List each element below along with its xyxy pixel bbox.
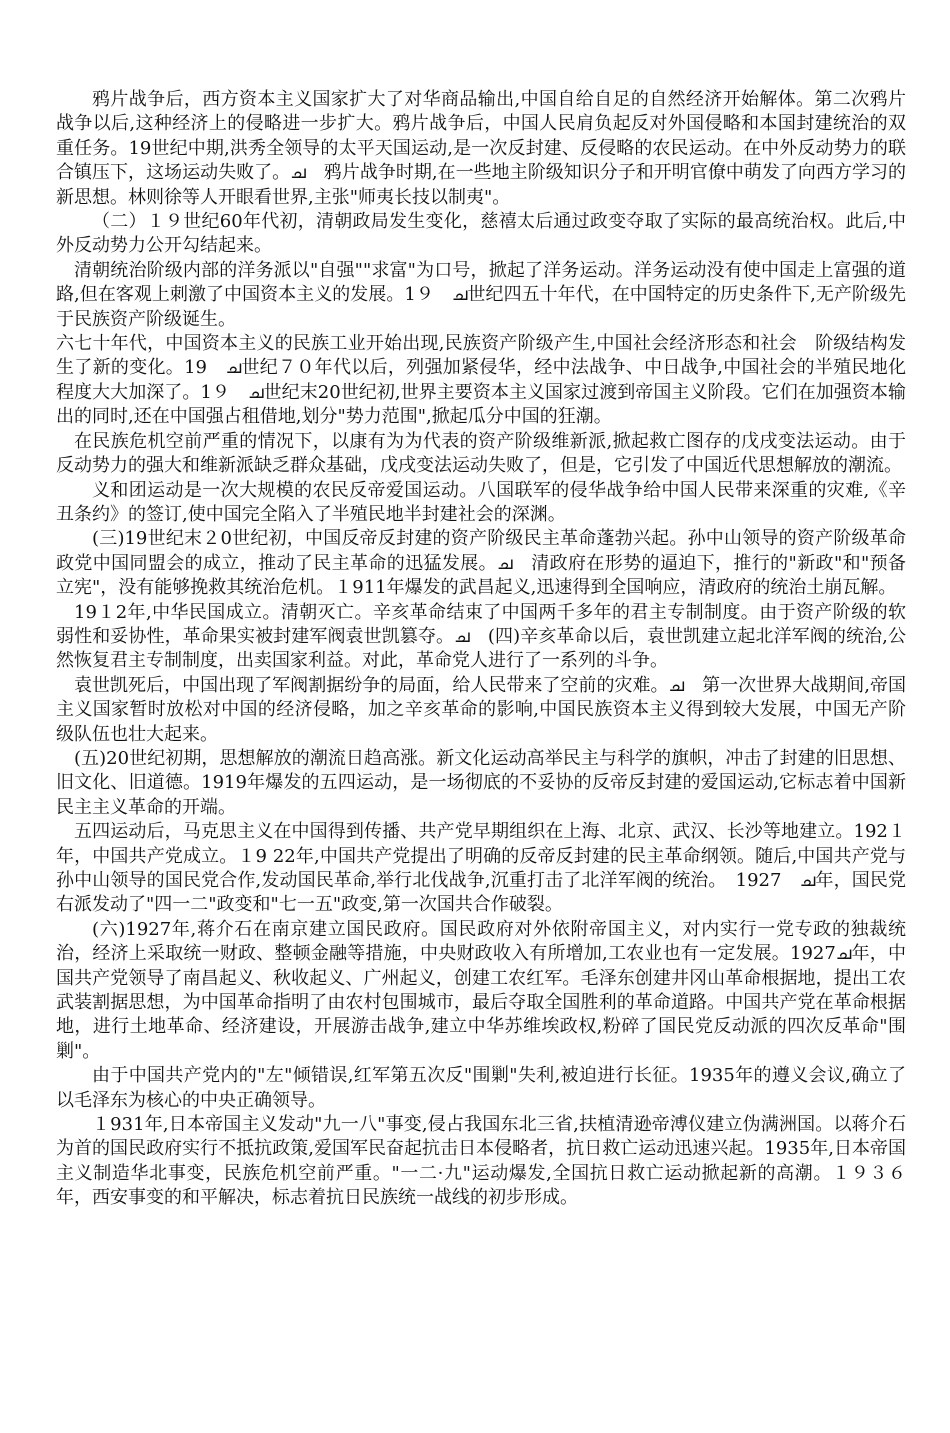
paragraph-republic-founded: 19１2年,中华民国成立。清朝灭亡。辛亥革命结束了中国两千多年的君主专制制度。由于资产阶级的软弱性和妥协性，革命果实被封建军阀袁世凯篡夺。ച (四)辛亥革命以后，袁世凯建立起北洋军阀的统治,公然恢复君主专制制度，出卖国家利益。对此，革命党人进行了一系列的斗争。 xyxy=(56,601,906,672)
paragraph-opium-war: 鸦片战争后，西方资本主义国家扩大了对华商品输出,中国自给自足的自然经济开始解体。第二次鸦片战争以后,这种经济上的侵略进一步扩大。鸦片战争后，中国人民肩负起反对外国侵略和本国封建统治的双重任务。19世纪中期,洪秀全领导的太平天国运动,是一次反封建、反侵略的农民运动。在中外反动势力的联合镇压下，这场运动失败了。ച 鸦片战争时期,在一些地主阶级知识分子和开明官僚中萌发了向西方学习的新思想。林则徐等人开眼看世界,主张"师夷长技以制夷"。 xyxy=(56,89,906,208)
document-body xyxy=(56,88,906,1211)
paragraph-long-march: 由于中国共产党内的"左"倾错误,红军第五次反"围剿"失利,被迫进行长征。1935年的遵义会议,确立了以毛泽东为核心的中央正确领导。 xyxy=(56,1065,906,1111)
paragraph-after-may-fourth: 五四运动后，马克思主义在中国得到传播、共产党早期组织在上海、北京、武汉、长沙等地建立。192１年，中国共产党成立。１9 22年,中国共产党提出了明确的反帝反封建的民主革命纲领。随后,中国共产党与孙中山领导的国民党合作,发动国民革命,举行北伐战争,沉重打击了北洋军阀的统治。 1927 ച年，国民党右派发动了"四一二"政变和"七一五"政变,第一次国共合作破裂。 xyxy=(56,821,906,916)
paragraph-section-2: （二）１９世纪60年代初，清朝政局发生变化，慈禧太后通过政变夺取了实际的最高统治权。此后,中外反动势力公开勾结起来。 xyxy=(56,211,906,257)
paragraph-section-6: (六)1927年,蒋介石在南京建立国民政府。国民政府对外依附帝国主义，对内实行一党专政的独裁统治，经济上采取统一财政、整顿金融等措施，中央财政收入有所增加,工农业也有一定发展。1927ച年，中国共产党领导了南昌起义、秋收起义、广州起义，创建工农红军。毛泽东创建井冈山革命根据地，提出工农武装割据思想，为中国革命指明了由农村包围城市，最后夺取全国胜利的革命道路。中国共产党在革命根据地，进行土地革命、经济建设，开展游击战争,建立中华苏维埃政权,粉碎了国民党反动派的四次反革命"围剿"。 xyxy=(56,918,906,1062)
paragraph-westernization: 清朝统治阶级内部的洋务派以"自强""求富"为口号，掀起了洋务运动。洋务运动没有使中国走上富强的道路,但在客观上刺激了中国资本主义的发展。1９ ച世纪四五十年代，在中国特定的历史条件下,无产阶级先于民族资产阶级诞生。 xyxy=(56,259,906,330)
paragraph-section-3: (三)19世纪末２0世纪初，中国反帝反封建的资产阶级民主革命蓬勃兴起。孙中山领导的资产阶级革命政党中国同盟会的成立，推动了民主革命的迅猛发展。ച 清政府在形势的逼迫下，推行的"新政"和"预备立宪"，没有能够挽救其统治危机。１911年爆发的武昌起义,迅速得到全国响应，清政府的统治土崩瓦解。 xyxy=(56,528,906,599)
paragraph-warlords: 袁世凯死后，中国出现了军阀割据纷争的局面，给人民带来了空前的灾难。ച 第一次世界大战期间,帝国主义国家暂时放松对中国的经济侵略，加之辛亥革命的影响,中国民族资本主义得到较大发展，中国无产阶级队伍也壮大起来。 xyxy=(56,674,906,745)
paragraph-section-5: (五)20世纪初期，思想解放的潮流日趋高涨。新文化运动高举民主与科学的旗帜，冲击了封建的旧思想、旧文化、旧道德。1919年爆发的五四运动，是一场彻底的不妥协的反帝反封建的爱国运动,它标志着中国新民主主义革命的开端。 xyxy=(56,747,906,818)
paragraph-boxer-movement: 义和团运动是一次大规模的农民反帝爱国运动。八国联军的侵华战争给中国人民带来深重的灾难,《辛丑条约》的签订,使中国完全陷入了半殖民地半封建社会的深渊。 xyxy=(56,479,906,525)
paragraph-reform-movement: 在民族危机空前严重的情况下，以康有为为代表的资产阶级维新派,掀起救亡图存的戊戌变法运动。由于反动势力的强大和维新派缺乏群众基础，戊戌变法运动失败了，但是，它引发了中国近代思想解放的潮流。 xyxy=(56,430,906,477)
paragraph-anti-japanese: １931年,日本帝国主义发动"九一八"事变,侵占我国东北三省,扶植清逊帝溥仪建立伪满洲国。以蒋介石为首的国民政府实行不抵抗政策,爱国军民奋起抗击日本侵略者，抗日救亡运动迅速兴起。1935年,日本帝国主义制造华北事变，民族危机空前严重。"一二·九"运动爆发,全国抗日救亡运动掀起新的高潮。１９３６年，西安事变的和平解决，标志着抗日民族统一战线的初步形成。 xyxy=(56,1114,906,1209)
paragraph-national-industry: 六七十年代，中国资本主义的民族工业开始出现,民族资产阶级产生,中国社会经济形态和社会 阶级结构发生了新的变化。19 ച世纪７０年代以后，列强加紧侵华，经中法战争、中日战争,中国社会的半殖民地化程度大大加深了。1９ ച世纪末20世纪初,世界主要资本主义国家过渡到帝国主义阶段。它们在加强资本输出的同时,还在中国强占租借地,划分"势力范围",掀起瓜分中国的狂潮。 xyxy=(56,333,906,428)
